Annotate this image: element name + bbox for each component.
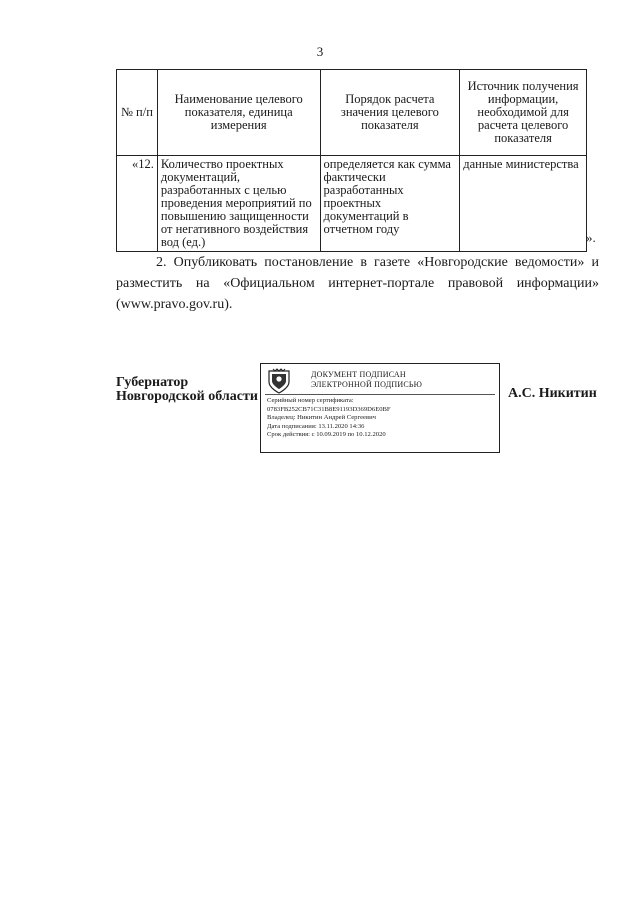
stamp-title-line1: ДОКУМЕНТ ПОДПИСАН <box>311 370 406 379</box>
signer-position-line2: Новгородской области <box>116 389 258 404</box>
row-calculation-method: определяется как сумма фактически разработанных проектных документаций в отчетном году <box>320 156 460 252</box>
page-number: 3 <box>316 44 324 59</box>
row-number: «12. <box>117 156 158 252</box>
stamp-owner: Владелец: Никитин Андрей Сергеевич <box>267 414 376 422</box>
indicators-table <box>116 69 587 252</box>
header-information-source: Источник получения информации, необходимой для расчета целевого показателя <box>460 70 587 156</box>
signer-name: А.С. Никитин <box>508 386 597 401</box>
stamp-details <box>267 397 391 440</box>
stamp-validity: Срок действия: с 10.09.2019 по 10.12.2020 <box>267 431 386 439</box>
stamp-divider <box>265 394 495 395</box>
paragraph-text: 2. Опубликовать постановление в газете «Новгородские ведомости» и разместить на «Официальном интернет-портале правовой информации» (www.pravo.gov.ru). <box>116 255 599 312</box>
signer-position-line1: Губернатор <box>116 375 189 390</box>
publication-paragraph <box>116 252 599 315</box>
signer-position <box>116 376 258 404</box>
electronic-signature-stamp <box>260 363 500 453</box>
stamp-signed-date: Дата подписания: 13.11.2020 14:36 <box>267 422 365 430</box>
stamp-title-line2: ЭЛЕКТРОННОЙ ПОДПИСЬЮ <box>311 380 423 389</box>
closing-quote: ». <box>586 230 596 245</box>
coat-of-arms-icon <box>267 368 291 394</box>
stamp-serial: 0783FB252CB71C31B8E91193D369D6E0BF <box>267 405 391 413</box>
header-number: № п/п <box>117 70 158 156</box>
table-header-row <box>117 70 587 156</box>
row-indicator-name: Количество проектных документаций, разработанных с целью проведения мероприятий по повышению защищенности от негативного воздействия вод (ед.) <box>157 156 320 252</box>
stamp-serial-label: Серийный номер сертификата: <box>267 397 354 404</box>
header-indicator-name: Наименование целевого показателя, единица измерения <box>157 70 320 156</box>
table-row <box>117 156 587 252</box>
row-information-source: данные министерства <box>460 156 587 252</box>
stamp-title <box>311 370 422 390</box>
header-calculation-method: Порядок расчета значения целевого показателя <box>320 70 460 156</box>
